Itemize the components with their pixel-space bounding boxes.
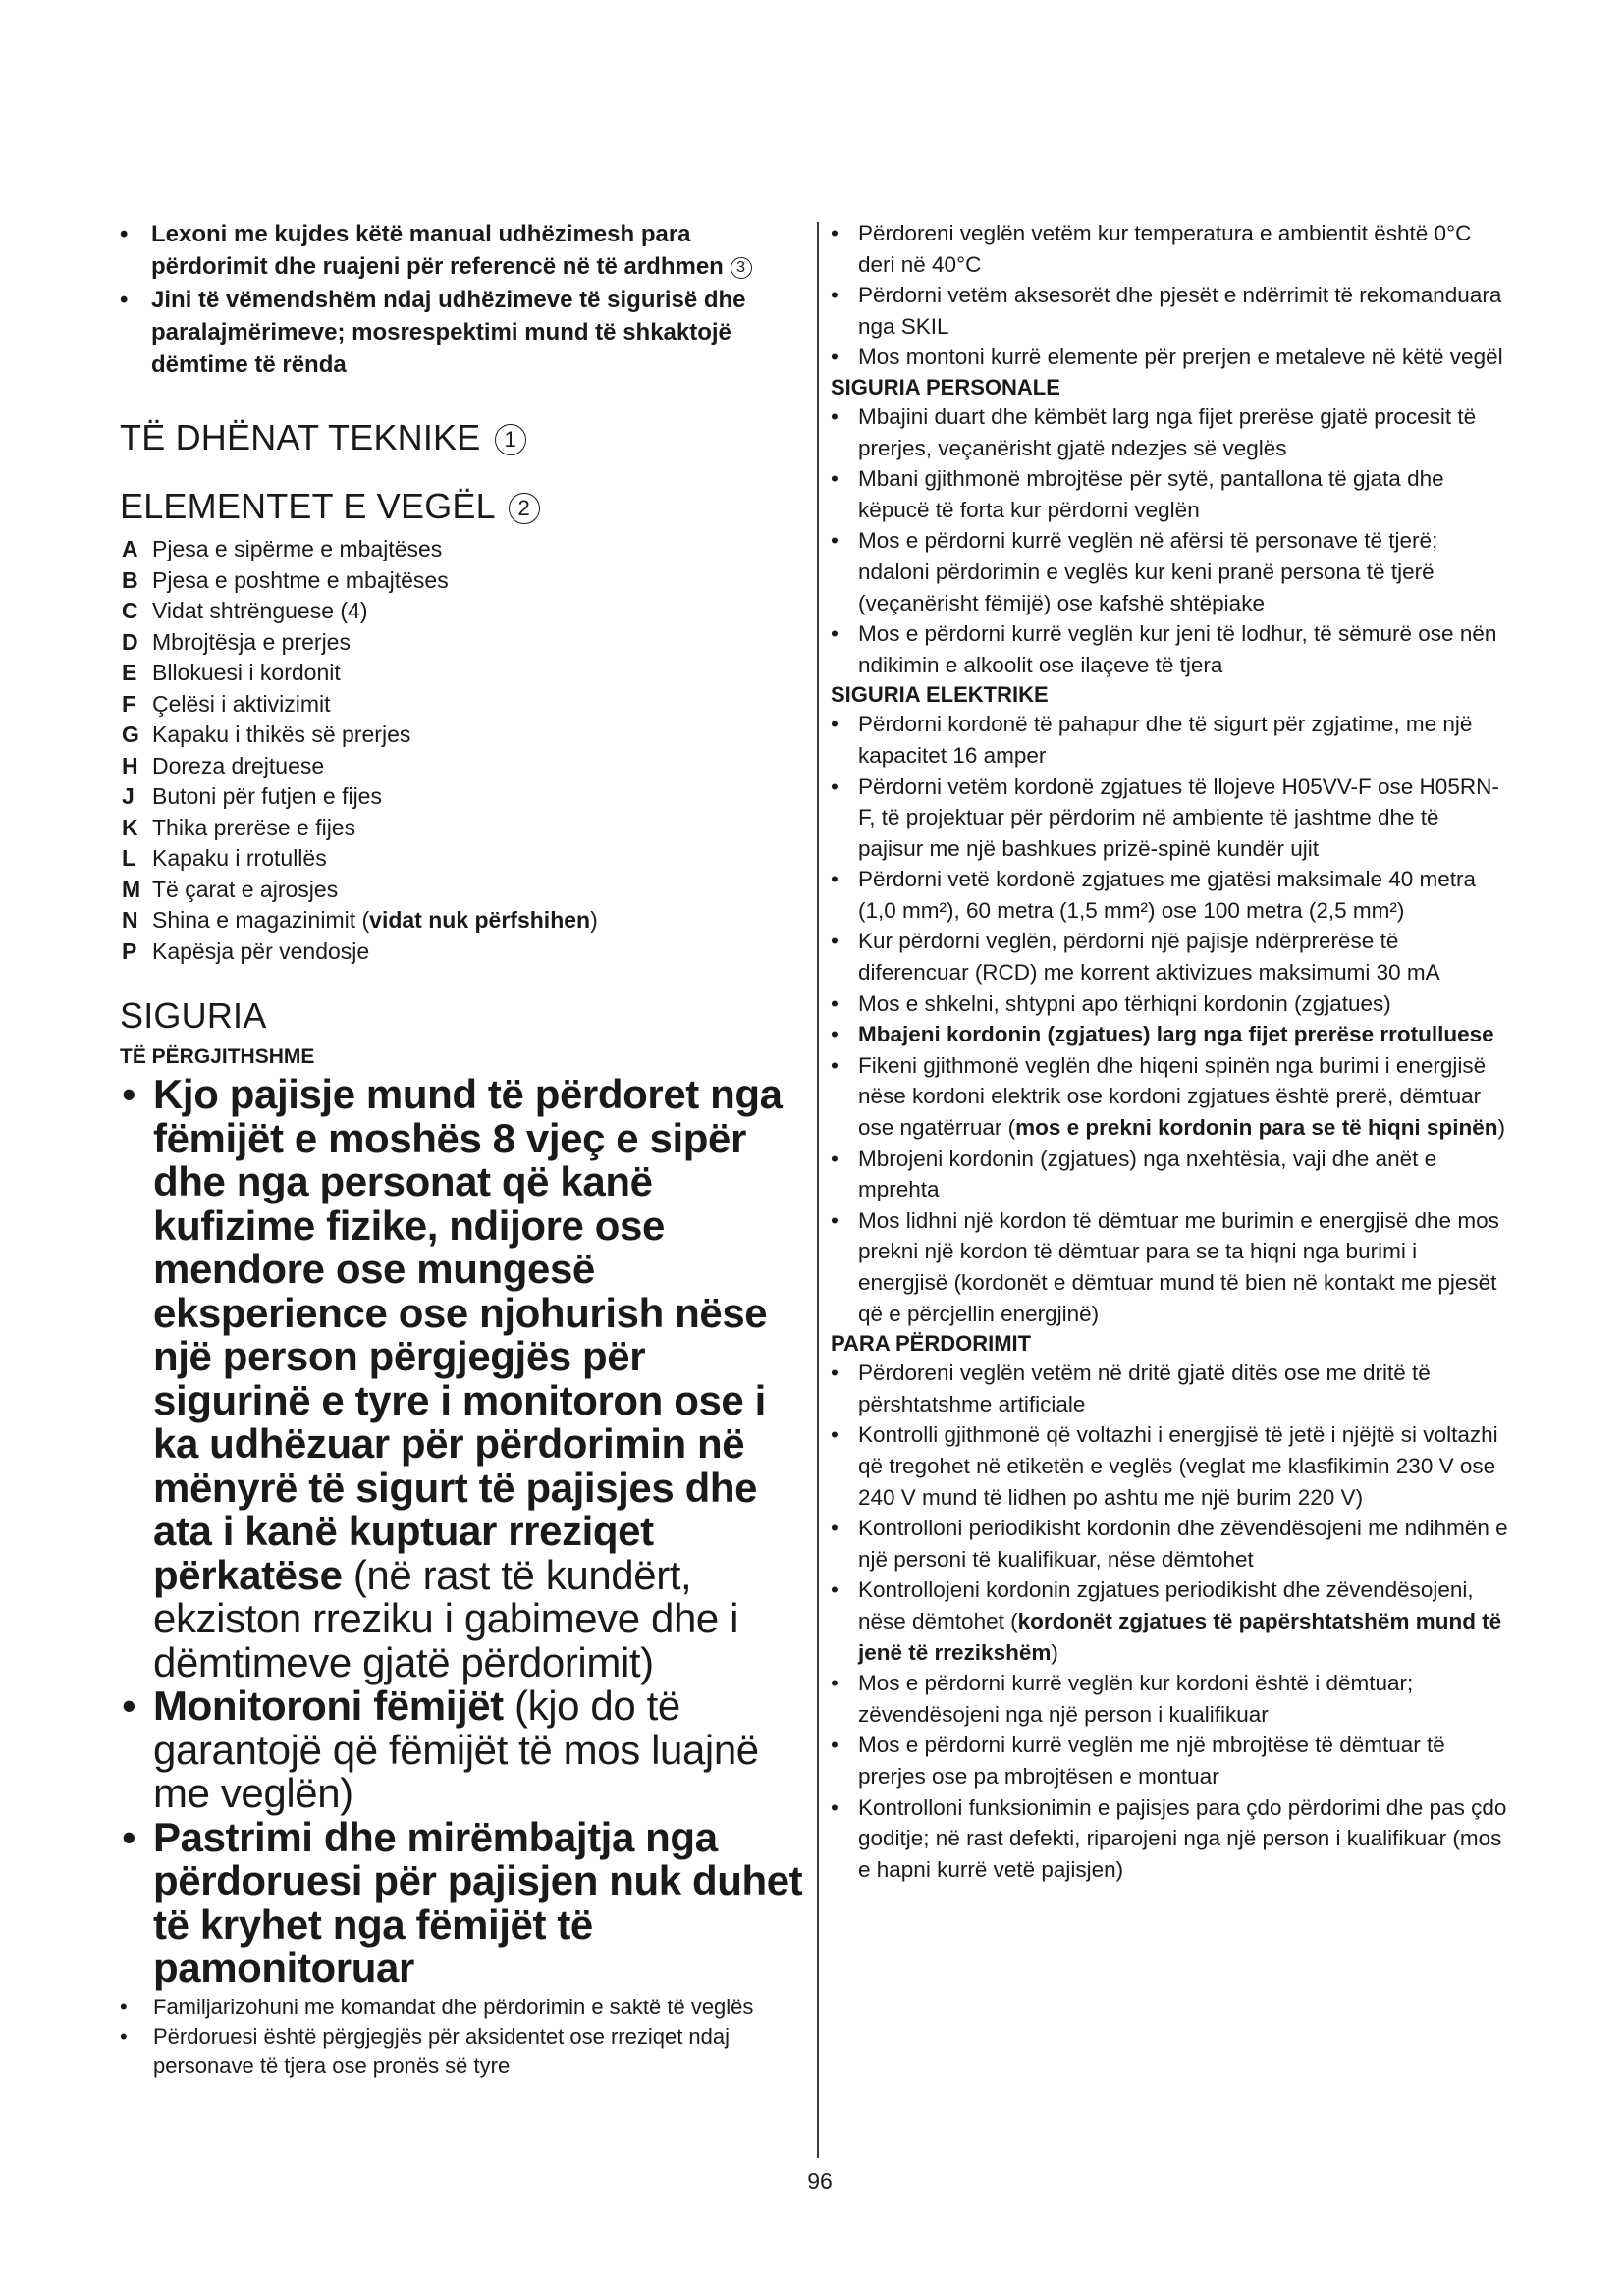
bullet: • bbox=[831, 528, 839, 554]
page-number: 96 bbox=[807, 2168, 833, 2194]
component-item bbox=[120, 843, 805, 875]
instruction-item bbox=[831, 772, 1508, 865]
intro-item: • Lexoni me kujdes këtë manual udhëzimesh para përdorimit dhe ruajeni për referencë në të ardhmen 3 bbox=[120, 218, 805, 283]
usage-conditions-list bbox=[831, 218, 1508, 373]
instruction-text: Kontrolloni funksionimin e pajisjes para çdo përdorimi dhe pas çdo goditje; në rast defekti, riparojeni nga një person i kualifikuar (mos e hapni kurrë vetë pajisjen) bbox=[858, 1794, 1507, 1882]
warning-bold-text: Monitoroni fëmijët bbox=[153, 1682, 504, 1729]
component-item bbox=[120, 781, 805, 813]
instruction-item bbox=[831, 988, 1508, 1020]
component-letter: G bbox=[122, 721, 139, 747]
bullet: • bbox=[831, 1671, 839, 1696]
component-text: Bllokuesi i kordonit bbox=[152, 660, 341, 685]
component-letter: K bbox=[122, 814, 138, 840]
instruction-item bbox=[831, 1358, 1508, 1419]
heading-general: TË PËRGJITHSHME bbox=[120, 1045, 315, 1068]
component-item bbox=[120, 936, 805, 968]
bullet: • bbox=[831, 1022, 839, 1047]
instruction-text: Përdoreni veglën vetëm në dritë gjatë ditës ose me dritë të përshtatshme artificiale bbox=[858, 1361, 1431, 1416]
component-text: Të çarat e ajrosjes bbox=[152, 876, 339, 902]
bullet: • bbox=[122, 1813, 136, 1860]
bullet: • bbox=[831, 466, 839, 492]
component-item bbox=[120, 720, 805, 751]
instruction-text: Kontrollojeni kordonin zgjatues periodikisht dhe zëvendësojeni, nëse dëmtohet ( bbox=[858, 1577, 1474, 1633]
instruction-text: Kur përdorni veglën, përdorni një pajisje ndërprerëse të diferencuar (RCD) me korrent aktivizues maksimumi 30 mA bbox=[858, 929, 1440, 986]
component-item bbox=[120, 813, 805, 844]
instruction-item bbox=[831, 1419, 1508, 1513]
component-item bbox=[120, 534, 805, 565]
bullet: • bbox=[831, 929, 839, 954]
safety-warning-item bbox=[120, 1684, 805, 1816]
component-letter: P bbox=[122, 937, 137, 964]
bullet: • bbox=[831, 1207, 839, 1233]
component-text-after: ) bbox=[590, 907, 598, 933]
components-list bbox=[120, 534, 805, 967]
figure-3-circle: 3 bbox=[731, 257, 752, 279]
column-divider bbox=[817, 222, 819, 2158]
instruction-bold-text: mos e prekni kordonin para se të hiqni spinën bbox=[1015, 1115, 1498, 1141]
instruction-text-after: ) bbox=[1051, 1639, 1058, 1665]
instruction-text: Mos montoni kurrë elemente për prerjen e metaleve në këtë vegël bbox=[858, 345, 1503, 370]
figure-2-circle: 2 bbox=[509, 493, 540, 524]
component-text: Butoni për futjen e fijes bbox=[152, 783, 382, 809]
instruction-text: Kontrolli gjithmonë që voltazhi i energjisë të jetë i njëjtë si voltazhi që tregohet në etiketën e veglës (veglat me klasfikimin 230 V ose 240 V mund të lidhen po ashtu me një burim 220 V) bbox=[858, 1422, 1498, 1510]
instruction-item bbox=[831, 525, 1508, 618]
component-letter: M bbox=[122, 876, 141, 902]
warning-text: (kjo do të garantojë që fëmijët të mos luajnë me veglën) bbox=[153, 1682, 759, 1816]
instruction-item bbox=[831, 618, 1508, 680]
warning-bold-text: Pastrimi dhe mirëmbajtja nga përdoruesi për pajisjen nuk duhet të kryhet nga fëmijët të pamonitoruar bbox=[153, 1813, 803, 1991]
bullet: • bbox=[831, 1516, 839, 1541]
instruction-text: Përdorni vetëm kordonë zgjatues të llojeve H05VV-F ose H05RN-F, të projektuar për përdorim në ambiente të jashtme dhe të pajisur me një bashkues prizë-spinë kundër ujit bbox=[858, 774, 1499, 861]
component-text: Kapaku i rrotullës bbox=[152, 845, 327, 871]
instruction-text: Përdorni vetëm aksesorët dhe pjesët e ndërrimit të rekomanduara nga SKIL bbox=[858, 283, 1502, 339]
instruction-item bbox=[831, 1513, 1508, 1575]
instruction-item bbox=[831, 926, 1508, 988]
instruction-text-after: ) bbox=[1497, 1115, 1505, 1141]
instruction-item bbox=[831, 1144, 1508, 1205]
component-text: Kapaku i thikës së prerjes bbox=[152, 721, 411, 747]
heading-electrical-safety: SIGURIA ELEKTRIKE bbox=[831, 682, 1049, 708]
bullet: • bbox=[831, 283, 839, 308]
instruction-text: Mos e përdorni kurrë veglën kur kordoni është i dëmtuar; zëvendësojeni nga një person i kualifikuar bbox=[858, 1671, 1414, 1727]
instruction-item bbox=[831, 1730, 1508, 1791]
component-letter: F bbox=[122, 690, 136, 717]
component-text: Thika prerëse e fijes bbox=[152, 814, 356, 840]
instruction-item bbox=[831, 1050, 1508, 1144]
warning-text: (në rast të kundërt, ekziston rreziku i gabimeve dhe i dëmtimeve gjatë përdorimit) bbox=[153, 1551, 739, 1685]
component-letter: C bbox=[122, 598, 138, 623]
general-safety-large-list bbox=[120, 1073, 805, 1991]
heading-safety: SIGURIA bbox=[120, 995, 267, 1036]
bullet: • bbox=[831, 403, 839, 429]
left-column bbox=[120, 218, 805, 2081]
component-item bbox=[120, 751, 805, 782]
bullet: • bbox=[831, 1052, 839, 1078]
component-text-bold: vidat nuk përfshihen bbox=[369, 907, 591, 933]
component-letter: H bbox=[122, 752, 138, 778]
intro-list bbox=[120, 218, 805, 381]
bullet: • bbox=[831, 1361, 839, 1386]
safety-item bbox=[120, 2022, 805, 2081]
bullet: • bbox=[831, 345, 839, 370]
bullet: • bbox=[831, 1422, 839, 1448]
instruction-bold-text: kordonët zgjatues të papërshtatshëm mund të jenë të rrezikshëm bbox=[858, 1608, 1502, 1665]
bullet: • bbox=[831, 990, 839, 1016]
instruction-item bbox=[831, 1575, 1508, 1668]
bullet: • bbox=[120, 2023, 128, 2049]
instruction-text: Përdorni kordonë të pahapur dhe të sigurt për zgjatime, me një kapacitet 16 amper bbox=[858, 712, 1473, 768]
component-item bbox=[120, 565, 805, 597]
bullet: • bbox=[831, 1146, 839, 1171]
component-text: Doreza drejtuese bbox=[152, 752, 325, 778]
heading-tool-elements: ELEMENTET E VEGËL 2 bbox=[120, 485, 805, 528]
instruction-item bbox=[831, 864, 1508, 926]
bullet: • bbox=[120, 1994, 128, 2019]
heading-technical-data: TË DHËNAT TEKNIKE 1 bbox=[120, 416, 805, 459]
instruction-item bbox=[831, 401, 1508, 463]
intro-item: • Jini të vëmendshëm ndaj udhëzimeve të sigurisë dhe paralajmërimeve; mosrespektimi mund të shkaktojë dëmtime të rënda bbox=[120, 287, 746, 378]
safety-warning-item bbox=[120, 1813, 805, 1991]
component-text: Pjesa e poshtme e mbajtëses bbox=[152, 566, 449, 593]
component-letter: N bbox=[122, 907, 138, 933]
instruction-item bbox=[831, 463, 1508, 525]
instruction-item bbox=[831, 1792, 1508, 1886]
safety-item bbox=[120, 1993, 805, 2022]
bullet: • bbox=[831, 621, 839, 647]
instruction-item bbox=[831, 218, 1508, 280]
component-text: Kapësja për vendosje bbox=[152, 937, 370, 964]
component-item bbox=[120, 596, 805, 627]
component-letter: E bbox=[122, 660, 137, 685]
electrical-safety-list bbox=[831, 709, 1508, 1329]
bullet: • bbox=[831, 1794, 839, 1820]
component-letter: B bbox=[122, 566, 138, 593]
heading-before-use: PARA PËRDORIMIT bbox=[831, 1331, 1032, 1357]
instruction-text: Mos e përdorni kurrë veglën me një mbrojtëse të dëmtuar të prerjes ose pa mbrojtësen e montuar bbox=[858, 1733, 1445, 1789]
instruction-item bbox=[831, 342, 1508, 373]
component-text: Vidat shtrënguese (4) bbox=[152, 598, 368, 623]
right-column bbox=[831, 218, 1508, 1885]
instruction-text: Kontrolloni periodikisht kordonin dhe zëvendësojeni me ndihmën e një personi të kualifikuar, nëse dëmtohet bbox=[858, 1516, 1508, 1572]
instruction-text: Mos e shkelni, shtypni apo tërhiqni kordonin (zgjatues) bbox=[858, 990, 1391, 1016]
instruction-text: Mos e përdorni kurrë veglën në afërsi të personave të tjerë; ndaloni përdorimin e veglës kur keni pranë persona të tjerë (veçanërisht fëmijë) ose kafshë shtëpiake bbox=[858, 528, 1438, 615]
bullet: • bbox=[831, 1733, 839, 1758]
bullet: • bbox=[122, 1071, 136, 1117]
instruction-item bbox=[831, 1668, 1508, 1730]
bullet: • bbox=[831, 1577, 839, 1603]
component-item bbox=[120, 627, 805, 659]
instruction-text: Përdoreni veglën vetëm kur temperatura e ambientit është 0°C deri në 40°C bbox=[858, 221, 1472, 277]
instruction-text: Përdorni vetë kordonë zgjatues me gjatësi maksimale 40 metra (1,0 mm²), 60 metra (1,5 mm²) ose 100 metra (2,5 mm²) bbox=[858, 867, 1477, 923]
component-letter: A bbox=[122, 536, 138, 561]
component-letter: L bbox=[122, 845, 136, 871]
instruction-text: Fikeni gjithmonë veglën dhe hiqeni spinën nga burimi i energjisë nëse kordoni elektrik ose kordoni zgjatues është prerë, dëmtuar ose ngatërruar ( bbox=[858, 1052, 1487, 1141]
component-text: Çelësi i aktivizimit bbox=[152, 690, 331, 717]
instruction-bold-text: Mbajeni kordonin (zgjatues) larg nga fijet prerëse rrotulluese bbox=[858, 1022, 1494, 1047]
component-letter: J bbox=[122, 783, 135, 809]
component-text: Mbrojtësja e prerjes bbox=[152, 628, 351, 655]
component-item bbox=[120, 905, 805, 936]
component-text: Pjesa e sipërme e mbajtëses bbox=[152, 536, 443, 561]
component-text: Shina e magazinimit ( bbox=[152, 907, 370, 933]
bullet: • bbox=[122, 1682, 136, 1729]
instruction-item bbox=[831, 1205, 1508, 1329]
instruction-text: Mos e përdorni kurrë veglën kur jeni të lodhur, të sëmurë ose nën ndikimin e alkoolit ose ilaçeve të tjera bbox=[858, 621, 1497, 677]
bullet: • bbox=[831, 221, 839, 245]
component-item bbox=[120, 689, 805, 721]
instruction-text: Mbani gjithmonë mbrojtëse për sytë, pantallona të gjata dhe këpucë të forta kur përdorni veglën bbox=[858, 466, 1444, 522]
personal-safety-list bbox=[831, 401, 1508, 680]
component-item bbox=[120, 875, 805, 906]
warning-bold-text: Kjo pajisje mund të përdoret nga fëmijët e moshës 8 vjeç e sipër dhe nga personat që kanë kufizime fizike, ndijore ose mendore ose mungesë eksperience ose njohurish nëse një person përgjegjës për sigurinë e tyre i monitoron ose i ka udhëzuar për përdorimin në mënyrë të sigurt të pajisjes dhe ata i kanë kuptuar rreziqet përkatëse bbox=[153, 1071, 783, 1598]
instruction-item bbox=[831, 709, 1508, 771]
component-item bbox=[120, 658, 805, 689]
instruction-item bbox=[831, 1019, 1508, 1050]
bullet: • bbox=[831, 867, 839, 892]
component-letter: D bbox=[122, 628, 138, 655]
figure-1-circle: 1 bbox=[495, 424, 526, 455]
instruction-text: Mos lidhni një kordon të dëmtuar me burimin e energjisë dhe mos prekni një kordon të dëmtuar para se ta hiqni nga burimi i energjisë (kordonët e dëmtuar mund të bien në kontakt me pjesët që e përcjellin energjinë) bbox=[858, 1207, 1499, 1326]
general-safety-list bbox=[120, 1993, 805, 2081]
safety-item-text: Përdoruesi është përgjegjës për aksidentet ose rreziqet ndaj personave të tjera ose pronës së tyre bbox=[153, 2023, 731, 2078]
instruction-item bbox=[831, 280, 1508, 342]
instruction-text: Mbajini duart dhe këmbët larg nga fijet prerëse gjatë procesit të prerjes, veçanërisht gjatë ndezjes së veglës bbox=[858, 403, 1477, 460]
heading-personal-safety: SIGURIA PERSONALE bbox=[831, 374, 1060, 400]
safety-warning-item bbox=[120, 1073, 805, 1684]
bullet: • bbox=[831, 712, 839, 737]
bullet: • bbox=[831, 774, 839, 799]
before-use-list bbox=[831, 1358, 1508, 1885]
safety-item-text: Familjarizohuni me komandat dhe përdorimin e saktë të veglës bbox=[153, 1994, 754, 2019]
instruction-text: Mbrojeni kordonin (zgjatues) nga nxehtësia, vaji dhe anët e mprehta bbox=[858, 1146, 1437, 1202]
